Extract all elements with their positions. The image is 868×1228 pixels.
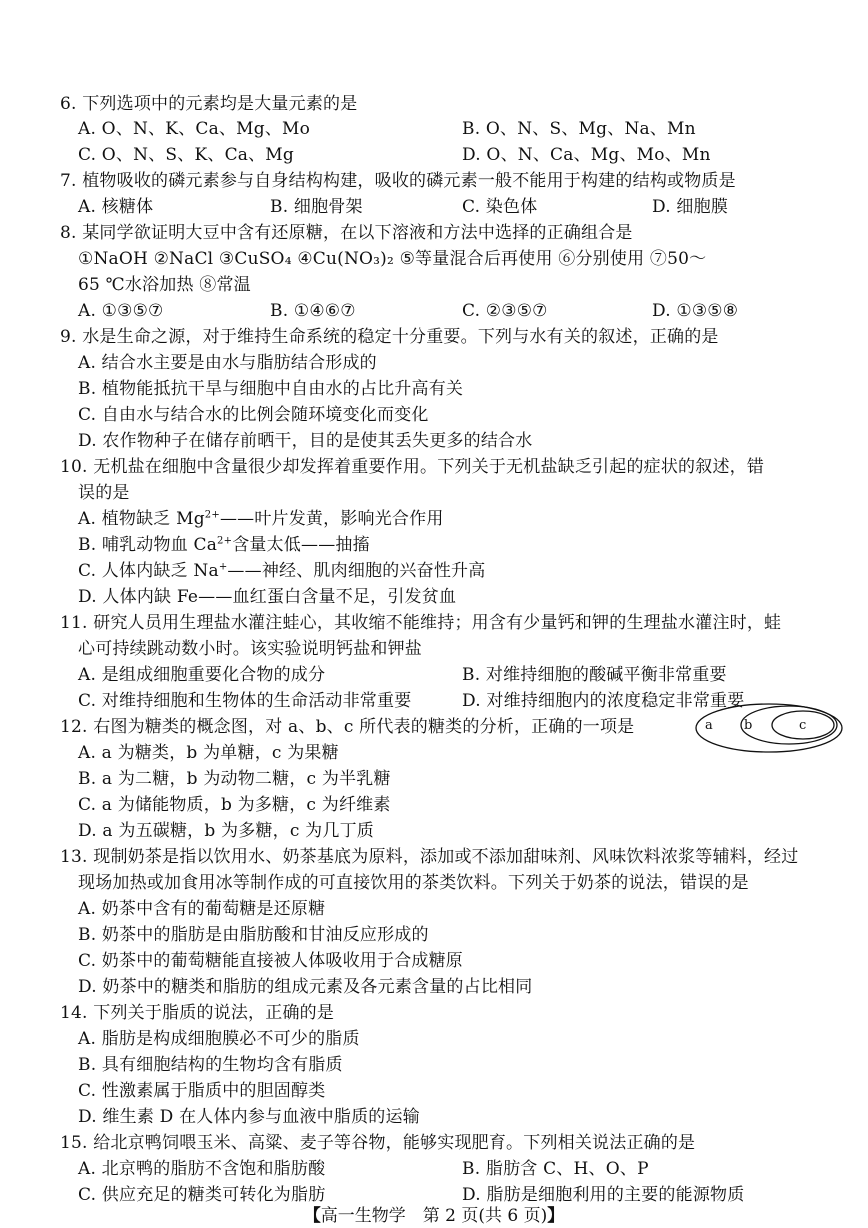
- q10-option-a-text-rest: ——叶片发黄，影响光合作用: [219, 509, 444, 529]
- q15-stem: 15. 给北京鸭饲喂玉米、高粱、麦子等谷物，能够实现肥育。下列相关说法正确的是: [60, 1133, 696, 1153]
- q11-option-c: C. 对维持细胞和生物体的生命活动非常重要: [78, 691, 412, 711]
- sugar-concept-diagram: [694, 702, 844, 754]
- q10-option-b-text: B. 哺乳动物血 Ca: [78, 535, 218, 555]
- q15-option-d: D. 脂肪是细胞利用的主要的能源物质: [462, 1185, 745, 1205]
- q12-option-a: A. a 为糖类，b 为单糖，c 为果糖: [78, 743, 339, 763]
- q8-option-c: C. ②③⑤⑦: [462, 301, 548, 321]
- q8-option-a: A. ①③⑤⑦: [78, 301, 164, 321]
- q10-option-a-text: A. 植物缺乏 Mg: [78, 509, 205, 529]
- q11-stem-line2: 心可持续跳动数小时。该实验说明钙盐和钾盐: [78, 639, 422, 659]
- q9-option-b: B. 植物能抵抗干旱与细胞中自由水的占比升高有关: [78, 379, 464, 399]
- q10-option-a: [78, 507, 444, 531]
- q12-option-c: C. a 为储能物质，b 为多糖，c 为纤维素: [78, 795, 391, 815]
- q13-stem-line1: 13. 现制奶茶是指以饮用水、奶茶基底为原料，添加或不添加甜味剂、风味饮料浓浆等辅料，经过: [60, 847, 799, 867]
- q13-option-a: A. 奶茶中含有的葡萄糖是还原糖: [78, 899, 326, 919]
- diagram-label-b: b: [744, 718, 753, 733]
- q6-option-c: C. O、N、S、K、Ca、Mg: [78, 145, 294, 165]
- q10-stem-line1: 10. 无机盐在细胞中含量很少却发挥着重要作用。下列关于无机盐缺乏引起的症状的叙述，错: [60, 457, 765, 477]
- q10-option-b: [78, 533, 370, 557]
- q14-option-a: A. 脂肪是构成细胞膜必不可少的脂质: [78, 1029, 360, 1049]
- q12-option-b: B. a 为二糖，b 为动物二糖，c 为半乳糖: [78, 769, 391, 789]
- q14-option-b: B. 具有细胞结构的生物均含有脂质: [78, 1055, 343, 1075]
- q9-option-a: A. 结合水主要是由水与脂肪结合形成的: [78, 353, 377, 373]
- q11-option-a: A. 是组成细胞重要化合物的成分: [78, 665, 326, 685]
- q10-option-c-text-rest: ——神经、肌肉细胞的兴奋性升高: [227, 561, 486, 581]
- q8-items-line2: 65 ℃水浴加热 ⑧常温: [78, 275, 251, 295]
- q10-option-d: D. 人体内缺 Fe——血红蛋白含量不足，引发贫血: [78, 587, 457, 607]
- q7-option-c: C. 染色体: [462, 197, 538, 217]
- q10-option-c: [78, 559, 485, 583]
- q7-stem: 7. 植物吸收的磷元素参与自身结构构建，吸收的磷元素一般不能用于构建的结构或物质是: [60, 171, 736, 191]
- q14-stem: 14. 下列关于脂质的说法，正确的是: [60, 1003, 335, 1023]
- q6-option-d: D. O、N、Ca、Mg、Mo、Mn: [462, 145, 711, 165]
- q7-option-d: D. 细胞膜: [652, 197, 729, 217]
- q13-option-b: B. 奶茶中的脂肪是由脂肪酸和甘油反应形成的: [78, 925, 429, 945]
- q10-option-b-text-rest: 含量太低——抽搐: [232, 535, 370, 555]
- q8-option-b: B. ①④⑥⑦: [270, 301, 356, 321]
- q12-stem: 12. 右图为糖类的概念图，对 a、b、c 所代表的糖类的分析，正确的一项是: [60, 717, 635, 737]
- q9-stem: 9. 水是生命之源，对于维持生命系统的稳定十分重要。下列与水有关的叙述，正确的是: [60, 327, 719, 347]
- footer-bracket-open: 【: [303, 1206, 321, 1226]
- q10-option-b-charge: 2+: [217, 535, 233, 547]
- q7-option-a: A. 核糖体: [78, 197, 154, 217]
- q10-option-c-charge: +: [218, 561, 228, 573]
- q7-option-b: B. 细胞骨架: [270, 197, 363, 217]
- q6-option-b: B. O、N、S、Mg、Na、Mn: [462, 119, 696, 139]
- q8-items-line1: ①NaOH ②NaCl ③CuSO₄ ④Cu(NO₃)₂ ⑤等量混合后再使用 ⑥分别使用 ⑦50～: [78, 249, 707, 269]
- q8-stem: 8. 某同学欲证明大豆中含有还原糖，在以下溶液和方法中选择的正确组合是: [60, 223, 633, 243]
- q9-option-d: D. 农作物种子在储存前晒干，目的是使其丢失更多的结合水: [78, 431, 533, 451]
- q10-option-a-charge: 2+: [204, 509, 220, 521]
- q13-option-d: D. 奶茶中的糖类和脂肪的组成元素及各元素含量的占比相同: [78, 977, 533, 997]
- q6-option-a: A. O、N、K、Ca、Mg、Mo: [78, 119, 311, 139]
- q12-option-d: D. a 为五碳糖，b 为多糖，c 为几丁质: [78, 821, 374, 841]
- q14-option-c: C. 性激素属于脂质中的胆固醇类: [78, 1081, 326, 1101]
- q14-option-d: D. 维生素 D 在人体内参与血液中脂质的运输: [78, 1107, 420, 1127]
- footer-bracket-close: 】: [547, 1206, 565, 1226]
- q15-option-b: B. 脂肪含 C、H、O、P: [462, 1159, 649, 1179]
- q8-option-d: D. ①③⑤⑧: [652, 301, 739, 321]
- footer-text: 高一生物学 第 2 页(共 6 页): [320, 1206, 548, 1226]
- q6-stem: 6. 下列选项中的元素均是大量元素的是: [60, 94, 358, 114]
- ellipse-b: [741, 706, 837, 744]
- q13-stem-line2: 现场加热或加食用冰等制作成的可直接饮用的茶类饮料。下列关于奶茶的说法，错误的是: [78, 873, 749, 893]
- diagram-label-c: c: [799, 718, 807, 733]
- q10-stem-line2: 误的是: [78, 483, 130, 503]
- q10-option-c-text: C. 人体内缺乏 Na: [78, 561, 219, 581]
- q13-option-c: C. 奶茶中的葡萄糖能直接被人体吸收用于合成糖原: [78, 951, 464, 971]
- q11-option-b: B. 对维持细胞的酸碱平衡非常重要: [462, 665, 727, 685]
- q11-option-d: D. 对维持细胞内的浓度稳定非常重要: [462, 691, 745, 711]
- diagram-label-a: a: [705, 718, 713, 733]
- q9-option-c: C. 自由水与结合水的比例会随环境变化而变化: [78, 405, 429, 425]
- page-footer: [0, 1204, 868, 1228]
- q15-option-c: C. 供应充足的糖类可转化为脂肪: [78, 1185, 326, 1205]
- q15-option-a: A. 北京鸭的脂肪不含饱和脂肪酸: [78, 1159, 326, 1179]
- q11-stem-line1: 11. 研究人员用生理盐水灌注蛙心，其收缩不能维持；用含有少量钙和钾的生理盐水灌注时，蛙: [60, 613, 782, 633]
